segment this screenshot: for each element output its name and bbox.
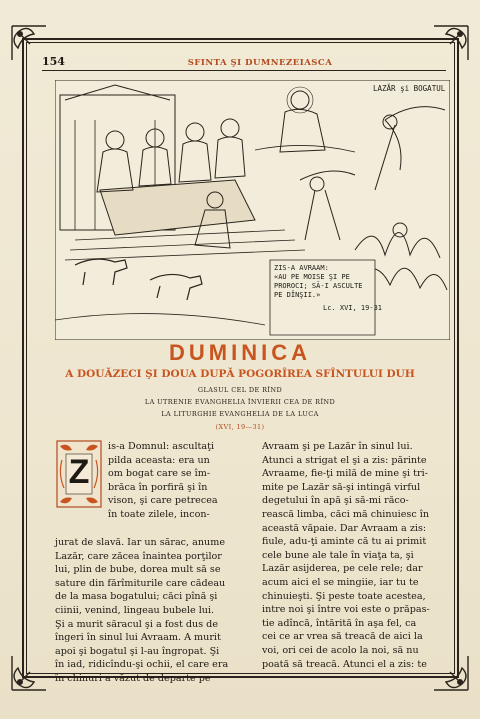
utrenie-line: LA UTRENIE EVANGHELIA ÎNVIERII CEA DE RÎND [144, 398, 336, 406]
text-line: tie adîncă, întărită în aşa fel, ca [262, 617, 417, 629]
illustration-caption-ref: Lc. XVI, 19-31 [323, 304, 383, 312]
page-subtitle: A DOUĂZECI ŞI DOUA DUPĂ POGORÎREA SFÎNTULUI DUH [65, 368, 415, 380]
illustration-caption-line: ZIS-A AVRAAM: [274, 264, 329, 272]
text-line: îngeri în sinul lui Avraam. A murit [55, 632, 221, 644]
text-line: sature din fărîmiturile care cădeau [55, 577, 226, 589]
text-line: voi, ori cei de acolo la noi, să nu [262, 644, 419, 656]
text-line: intre noi şi între voi este o prăpas- [262, 604, 430, 616]
left-column-first-lines [108, 440, 251, 522]
text-line: lui, plin de bube, dorea mult să se [55, 564, 221, 576]
left-column-body [55, 536, 251, 686]
text-line: Avraam şi pe Lazăr în sinul lui. [262, 441, 413, 452]
text-line: chinuieşti. Şi peste toate acestea, [262, 590, 426, 602]
text-line: Lazăr, care zăcea înaintea porţilor [55, 550, 222, 562]
text-line: acum aici el se mingiie, iar tu te [262, 576, 419, 588]
illustration-caption-line: PROROCI; SĂ-I ASCULTE [274, 282, 363, 290]
text-line: ciinii, venind, lingeau bubele lui. [55, 604, 215, 616]
text-line: apoi şi bogatul şi l-au îngropat. Şi [55, 645, 220, 657]
running-title: SFINTA ŞI DUMNEZEIASCA [187, 58, 333, 68]
text-line: mite pe Lazăr să-şi intingă virful [262, 481, 421, 493]
text-line: fiule, adu-ţi aminte că tu ai primit [262, 536, 427, 548]
text-line: în iad, ridicîndu-şi ochii, el care era [55, 659, 229, 671]
text-line: de la masa bogatului; căci pînă şi [55, 591, 218, 603]
text-line: rească limba, căci mă chinuiesc în [262, 508, 430, 520]
text-line: Şi a murit săracul şi a fost dus de [55, 618, 218, 630]
text-line: cele bune ale tale în viaţa ta, şi [262, 549, 414, 561]
text-line: în toate zilele, incon- [108, 508, 210, 520]
page-title: DUMINICA [169, 340, 311, 365]
text-line: brăca în porfiră şi în [108, 481, 208, 493]
illustration-caption-line: «AU PE MOISE ŞI PE [274, 273, 350, 281]
corner-ornament-icon [8, 652, 50, 694]
illustration-caption-line: PE DÎNŞII.» [274, 291, 321, 299]
text-line: în chinuri a văzut de departe pe [55, 672, 211, 684]
text-line: jurat de slavă. Iar un sărac, anume [55, 537, 226, 548]
text-line: această văpaie. Dar Avraam a zis: [262, 522, 427, 534]
text-line: poată să treacă. Atunci el a zis: te [262, 658, 427, 670]
text-line: om bogat care se îm- [108, 468, 211, 480]
text-line: vison, şi care petrecea [108, 495, 218, 507]
glas-line: GLASUL CEL DE RÎND [197, 386, 283, 394]
illustration-caption-title: LAZĂR şi BOGATUL [373, 84, 446, 93]
gospel-reference: (XVI, 19—31) [215, 423, 265, 431]
text-line: Avraame, fie-ţi milă de mine şi tri- [262, 468, 428, 480]
right-column-body [262, 440, 452, 671]
icon-illustration [55, 80, 450, 340]
header-rule [42, 70, 446, 71]
corner-ornament-icon [430, 22, 472, 64]
liturghie-line: LA LITURGHIE EVANGHELIA DE LA LUCA [161, 410, 319, 418]
text-line: is-a Domnul: ascultaţi [108, 441, 215, 452]
text-line: cei ce ar vrea să treacă de aici la [262, 631, 423, 643]
text-line: Atunci a strigat el şi a zis: părinte [262, 454, 427, 466]
page-number: 154 [42, 55, 65, 68]
drop-cap [56, 440, 102, 508]
text-line: degetului în apă şi să-mi răco- [262, 495, 409, 507]
text-line: pilda aceasta: era un [108, 454, 210, 466]
drop-cap-letter: Z [68, 453, 90, 491]
text-line: Lazăr asijderea, pe cele rele; dar [262, 563, 423, 575]
